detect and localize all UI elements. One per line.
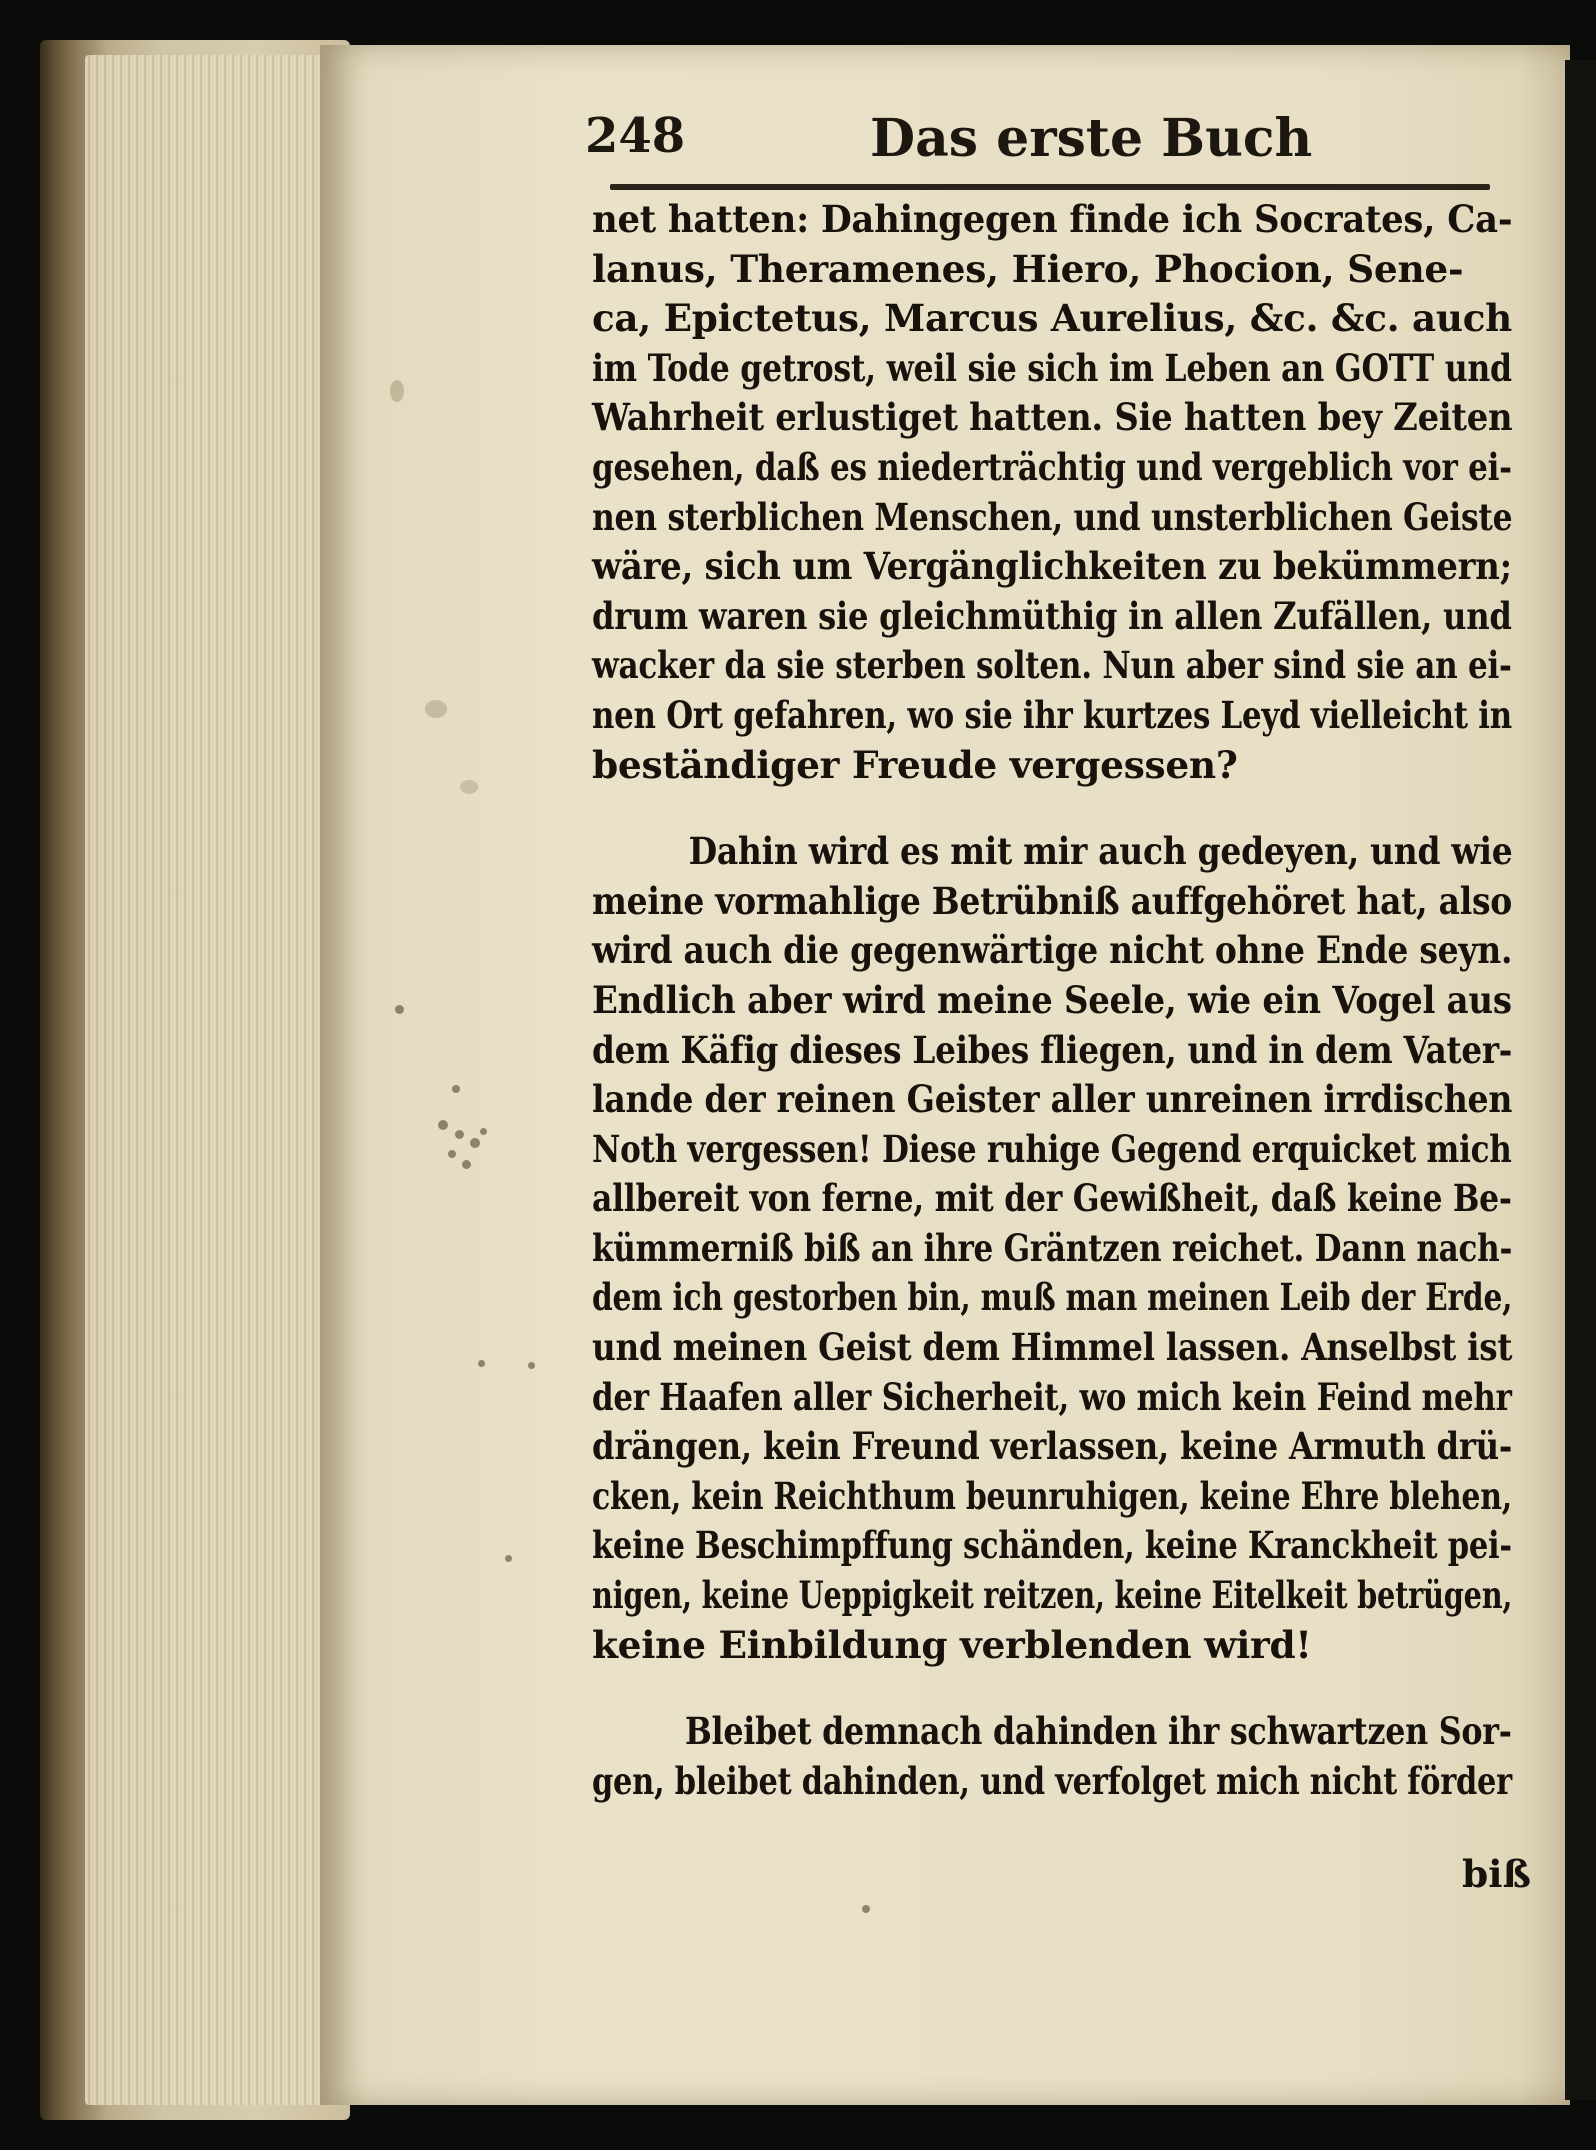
text-line: keine Beschimpffung schänden, keine Kranckheit pei- <box>592 1523 1512 1568</box>
paragraph-2 <box>592 827 1522 1670</box>
text-line: wird auch die gegenwärtige nicht ohne Ende seyn. <box>592 928 1513 973</box>
text-line: allbereit von ferne, mit der Gewißheit, daß keine Be- <box>592 1176 1512 1221</box>
running-head-title: Das erste Buch <box>870 108 1313 169</box>
body-text <box>592 195 1522 1806</box>
text-line: beständiger Freude vergessen? <box>592 742 1238 787</box>
text-line: net hatten: Dahingegen finde ich Socrates, Ca- <box>592 197 1513 241</box>
text-line: gesehen, daß es niederträchtig und vergeblich vor ei- <box>592 444 1512 489</box>
paragraph-3 <box>592 1707 1522 1806</box>
text-line: dem ich gestorben bin, muß man meinen Leib der Erde, <box>592 1275 1513 1320</box>
text-line: nigen, keine Ueppigkeit reitzen, keine Eitelkeit betrügen, <box>592 1573 1513 1618</box>
paragraph-1 <box>592 195 1522 790</box>
background-strip <box>1565 60 1596 2100</box>
text-line: Bleibet demnach dahinden ihr schwartzen Sor- <box>685 1709 1512 1754</box>
text-line: keine Einbildung verblenden wird! <box>592 1622 1312 1667</box>
text-line: nen Ort gefahren, wo sie ihr kurtzes Leyd vielleicht in <box>592 692 1512 737</box>
text-line: Noth vergessen! Diese ruhige Gegend erquicket mich <box>592 1126 1512 1171</box>
text-line: ca, Epictetus, Marcus Aurelius, &c. &c. auch <box>592 296 1512 341</box>
text-line: drängen, kein Freund verlassen, keine Armuth drü- <box>592 1424 1513 1469</box>
text-line: dem Käfig dieses Leibes fliegen, und in dem Vater- <box>592 1027 1513 1072</box>
text-line: gen, bleibet dahinden, und verfolget mich nicht förder <box>592 1758 1512 1803</box>
text-line: wäre, sich um Vergänglichkeiten zu bekümmern; <box>592 544 1512 589</box>
text-line: und meinen Geist dem Himmel lassen. Anselbst ist <box>592 1325 1513 1370</box>
text-line: meine vormahlige Betrübniß auffgehöret hat, also <box>592 878 1513 923</box>
text-line: der Haafen aller Sicherheit, wo mich kein Feind mehr <box>592 1374 1512 1419</box>
header-rule <box>610 184 1490 190</box>
text-line: kümmerniß biß an ihre Gräntzen reichet. Dann nach- <box>592 1225 1513 1270</box>
text-line: cken, kein Reichthum beunruhigen, keine Ehre blehen, <box>592 1473 1512 1518</box>
text-line: Wahrheit erlustiget hatten. Sie hatten bey Zeiten <box>592 395 1513 440</box>
page-number: 248 <box>585 108 686 164</box>
text-line: lande der reinen Geister aller unreinen irrdischen <box>592 1077 1513 1122</box>
text-line: drum waren sie gleichmüthig in allen Zufällen, und <box>592 593 1512 638</box>
text-line: Endlich aber wird meine Seele, wie ein Vogel aus <box>592 977 1512 1022</box>
running-head <box>585 108 1515 188</box>
text-line: Dahin wird es mit mir auch gedeyen, und wie <box>688 829 1513 874</box>
text-line: wacker da sie sterben solten. Nun aber sind sie an ei- <box>592 643 1512 688</box>
text-line: im Tode getrost, weil sie sich im Leben an GOTT und <box>592 345 1512 390</box>
text-line: nen sterblichen Menschen, und unsterblichen Geiste <box>592 494 1513 539</box>
catchword: biß <box>1462 1852 1531 1896</box>
page-fore-edges <box>85 55 335 2105</box>
text-line: lanus, Theramenes, Hiero, Phocion, Sene- <box>592 246 1464 291</box>
